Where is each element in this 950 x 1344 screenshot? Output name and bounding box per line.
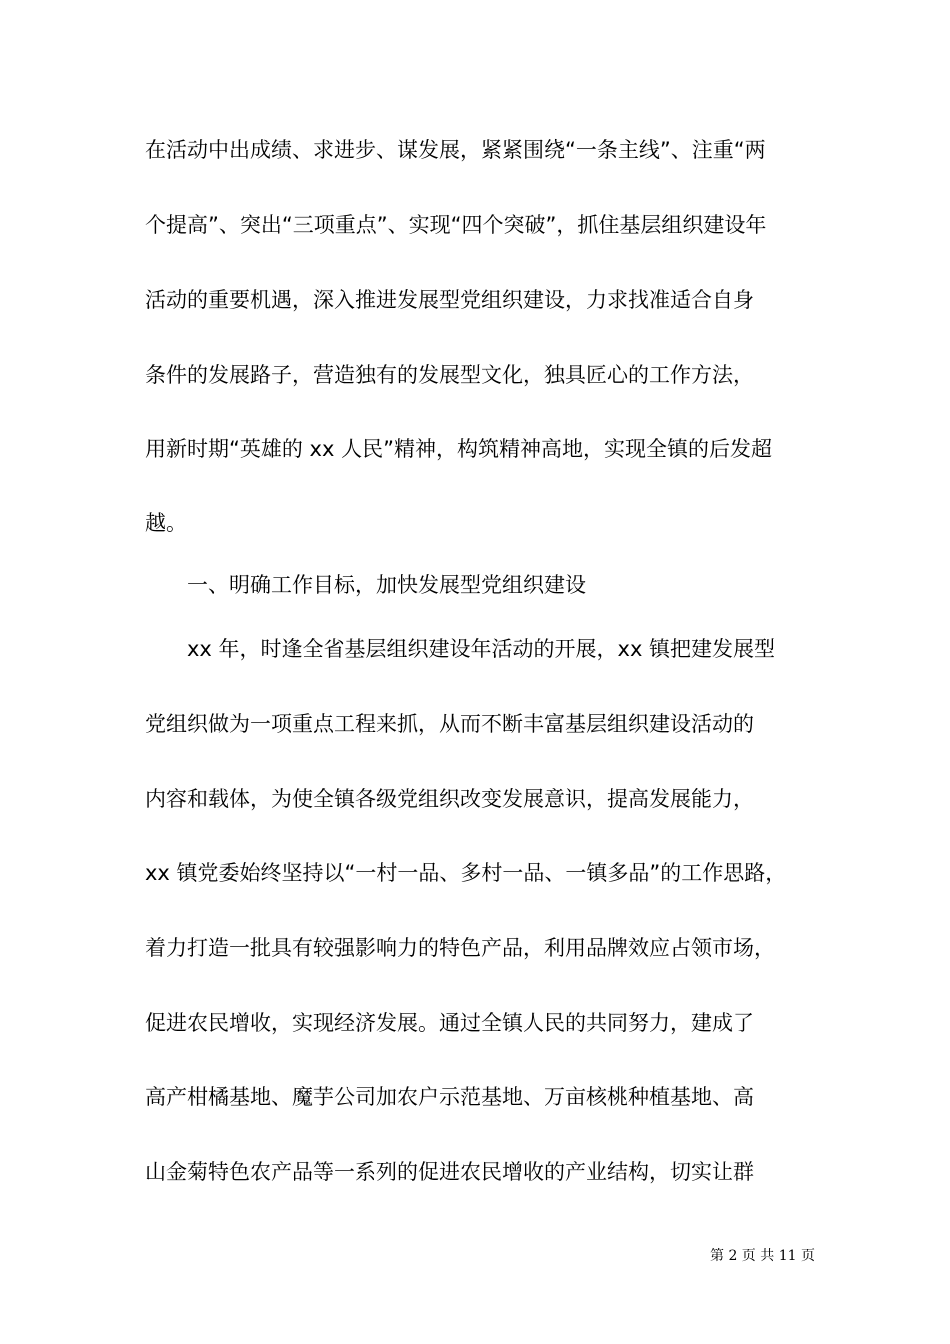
body-text-line: 高产柑橘基地、魔芋公司加农户示范基地、万亩核桃种植基地、高 xyxy=(145,1085,754,1109)
section-heading: 一、明确工作目标，加快发展型党组织建设 xyxy=(187,573,586,597)
body-text-line: 用新时期“英雄的 xx 人民”精神，构筑精神高地，实现全镇的后发超 xyxy=(145,437,772,461)
body-text-line: 促进农民增收，实现经济发展。通过全镇人民的共同努力，建成了 xyxy=(145,1011,754,1035)
body-text-line: 个提高”、突出“三项重点”、实现“四个突破”，抓住基层组织建设年 xyxy=(145,213,767,237)
body-text-line: 活动的重要机遇，深入推进发展型党组织建设，力求找准适合自身 xyxy=(145,288,754,312)
body-text-line: 着力打造一批具有较强影响力的特色产品，利用品牌效应占领市场， xyxy=(145,936,775,960)
body-text-line: 在活动中出成绩、求进步、谋发展，紧紧围绕“一条主线”、注重“两 xyxy=(145,138,766,162)
body-text-line: xx 镇党委始终坚持以“一村一品、多村一品、一镇多品”的工作思路， xyxy=(145,861,787,885)
page-number: 第 2 页 共 11 页 xyxy=(710,1248,815,1264)
body-text-line: 内容和载体，为使全镇各级党组织改变发展意识，提高发展能力， xyxy=(145,787,754,811)
body-text-line: 山金菊特色农产品等一系列的促进农民增收的产业结构，切实让群 xyxy=(145,1160,754,1184)
body-text-line: xx 年，时逢全省基层组织建设年活动的开展，xx 镇把建发展型 xyxy=(187,637,776,661)
body-text-line: 党组织做为一项重点工程来抓，从而不断丰富基层组织建设活动的 xyxy=(145,712,754,736)
body-text-line: 条件的发展路子，营造独有的发展型文化，独具匠心的工作方法， xyxy=(145,363,754,387)
body-text-line: 越。 xyxy=(145,511,187,535)
